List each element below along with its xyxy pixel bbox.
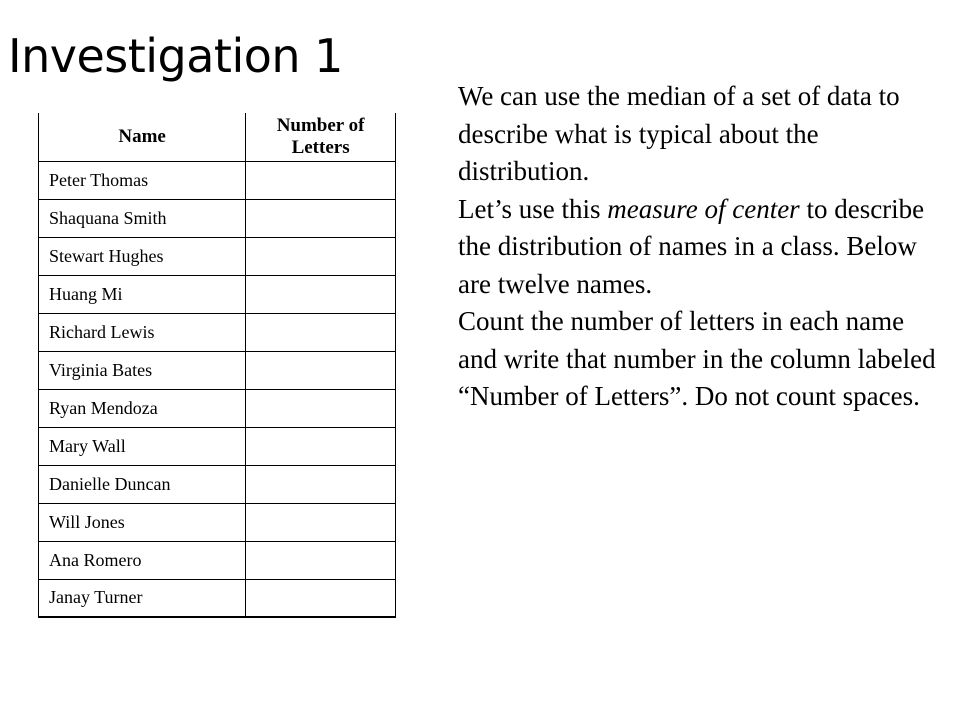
instructions-text <box>458 78 948 416</box>
instructions-paragraph-count: Count the number of letters in each name and write that number in the column labeled “Number of Letters”. Do not count spaces. <box>458 306 936 411</box>
slide-title: Investigation 1 <box>8 29 343 83</box>
table-header-row <box>39 113 396 161</box>
letters-column-header <box>246 113 396 161</box>
table-row <box>39 579 396 617</box>
table-row <box>39 389 396 427</box>
instructions-paragraph-measure <box>458 191 948 304</box>
name-cell: Huang Mi <box>39 275 246 313</box>
table-row <box>39 313 396 351</box>
table-row <box>39 351 396 389</box>
name-cell: Ana Romero <box>39 541 246 579</box>
name-cell: Stewart Hughes <box>39 237 246 275</box>
name-cell: Ryan Mendoza <box>39 389 246 427</box>
table-row <box>39 199 396 237</box>
table-row <box>39 541 396 579</box>
table-row <box>39 237 396 275</box>
letters-cell[interactable] <box>246 199 396 237</box>
table-row <box>39 465 396 503</box>
name-cell: Virginia Bates <box>39 351 246 389</box>
letters-header-line2: Letters <box>291 136 350 158</box>
letters-cell[interactable] <box>246 275 396 313</box>
letters-cell[interactable] <box>246 579 396 617</box>
name-cell: Peter Thomas <box>39 161 246 199</box>
name-header-label: Name <box>118 125 166 147</box>
letters-cell[interactable] <box>246 237 396 275</box>
letters-cell[interactable] <box>246 465 396 503</box>
name-column-header <box>39 113 246 161</box>
table-row <box>39 161 396 199</box>
name-cell: Richard Lewis <box>39 313 246 351</box>
letters-cell[interactable] <box>246 427 396 465</box>
letters-cell[interactable] <box>246 161 396 199</box>
letters-cell[interactable] <box>246 351 396 389</box>
table-row <box>39 503 396 541</box>
table-row <box>39 427 396 465</box>
letters-header-line1: Number of <box>276 114 365 136</box>
letters-cell[interactable] <box>246 389 396 427</box>
name-cell: Mary Wall <box>39 427 246 465</box>
name-cell: Will Jones <box>39 503 246 541</box>
instructions-paragraph-median: We can use the median of a set of data to describe what is typical about the distribution. <box>458 81 900 186</box>
names-table <box>38 113 396 618</box>
name-cell: Janay Turner <box>39 579 246 617</box>
measure-of-center-term: measure of center <box>607 193 800 224</box>
name-cell: Shaquana Smith <box>39 199 246 237</box>
letters-cell[interactable] <box>246 503 396 541</box>
letters-cell[interactable] <box>246 313 396 351</box>
measure-text-before: Let’s use this <box>458 193 608 224</box>
letters-cell[interactable] <box>246 541 396 579</box>
name-cell: Danielle Duncan <box>39 465 246 503</box>
measure-text-after: to describe the distribution of names in a class. Below are twelve names. <box>458 193 925 299</box>
table-row <box>39 275 396 313</box>
